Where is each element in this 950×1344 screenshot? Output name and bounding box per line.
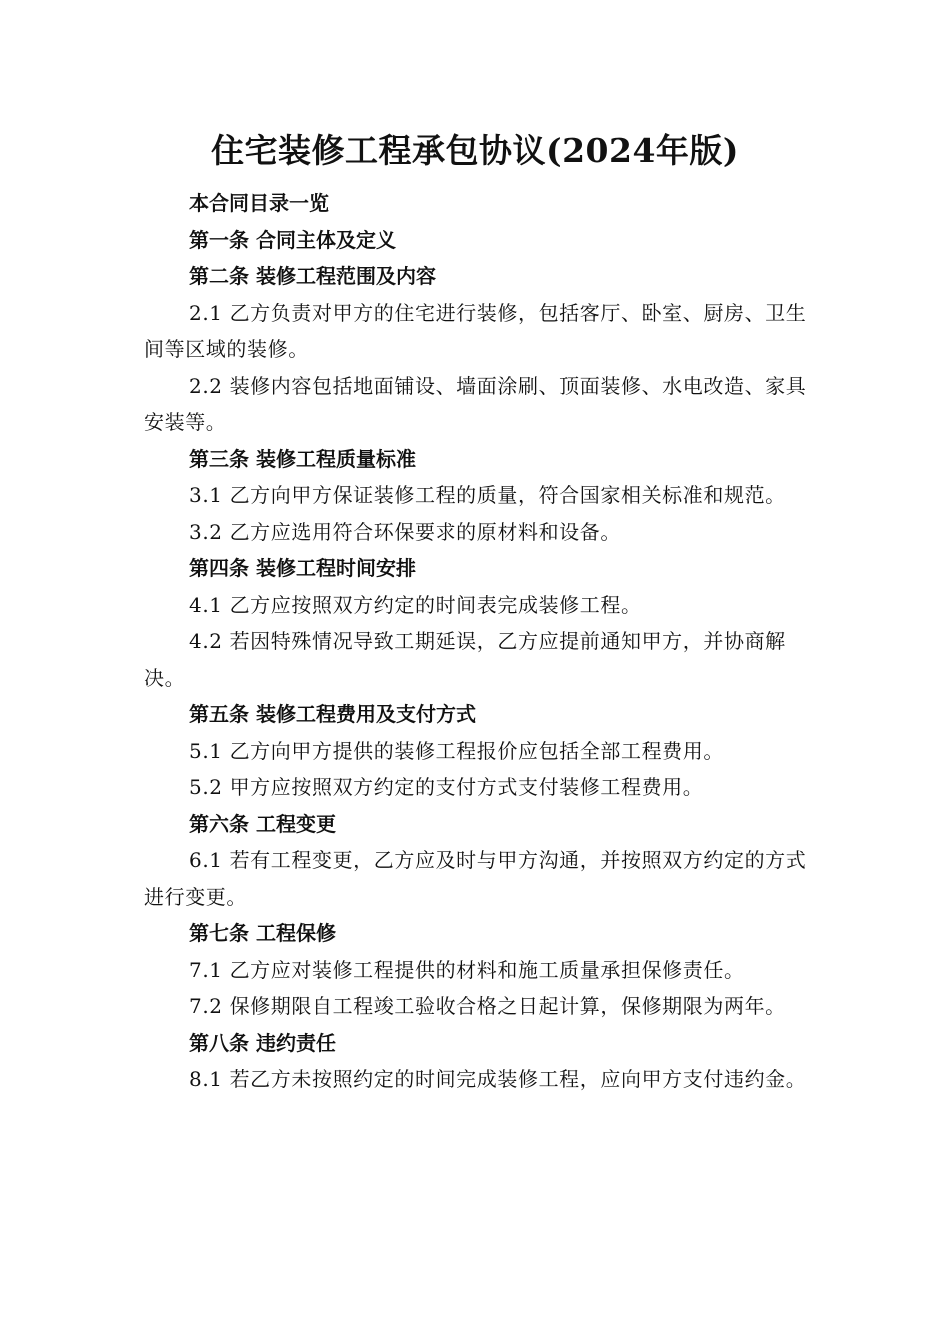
clause-paragraph: 2.2 装修内容包括地面铺设、墙面涂刷、顶面装修、水电改造、家具安装等。 <box>144 373 807 434</box>
document-body <box>144 185 814 1098</box>
article-heading: 第二条 装修工程范围及内容 <box>189 264 436 288</box>
article-heading: 第七条 工程保修 <box>189 921 336 945</box>
document-title: 住宅装修工程承包协议(2024年版) <box>210 131 740 170</box>
clause-paragraph: 5.1 乙方向甲方提供的装修工程报价应包括全部工程费用。 <box>189 738 724 763</box>
clause-paragraph: 7.2 保修期限自工程竣工验收合格之日起计算，保修期限为两年。 <box>189 994 786 1018</box>
clause-paragraph: 5.2 甲方应按照双方约定的支付方式支付装修工程费用。 <box>189 775 704 799</box>
article-heading: 第五条 装修工程费用及支付方式 <box>189 702 476 726</box>
toc-heading: 本合同目录一览 <box>189 191 329 215</box>
article-heading: 第三条 装修工程质量标准 <box>189 446 416 471</box>
clause-paragraph: 4.2 若因特殊情况导致工期延误，乙方应提前通知甲方，并协商解决。 <box>144 629 786 690</box>
clause-paragraph: 7.1 乙方应对装修工程提供的材料和施工质量承担保修责任。 <box>189 957 745 982</box>
clause-paragraph: 4.1 乙方应按照双方约定的时间表完成装修工程。 <box>189 592 642 617</box>
clause-paragraph: 3.2 乙方应选用符合环保要求的原材料和设备。 <box>189 519 621 544</box>
article-heading: 第一条 合同主体及定义 <box>189 227 396 252</box>
clause-paragraph: 2.1 乙方负责对甲方的住宅进行装修，包括客厅、卧室、厨房、卫生间等区域的装修。 <box>144 300 807 361</box>
clause-paragraph: 8.1 若乙方未按照约定的时间完成装修工程，应向甲方支付违约金。 <box>189 1067 807 1091</box>
article-heading: 第四条 装修工程时间安排 <box>189 556 416 580</box>
article-heading: 第八条 违约责任 <box>189 1030 336 1055</box>
clause-paragraph: 3.1 乙方向甲方保证装修工程的质量，符合国家相关标准和规范。 <box>189 483 786 507</box>
clause-paragraph: 6.1 若有工程变更，乙方应及时与甲方沟通，并按照双方约定的方式进行变更。 <box>144 848 807 909</box>
article-heading: 第六条 工程变更 <box>189 811 336 836</box>
